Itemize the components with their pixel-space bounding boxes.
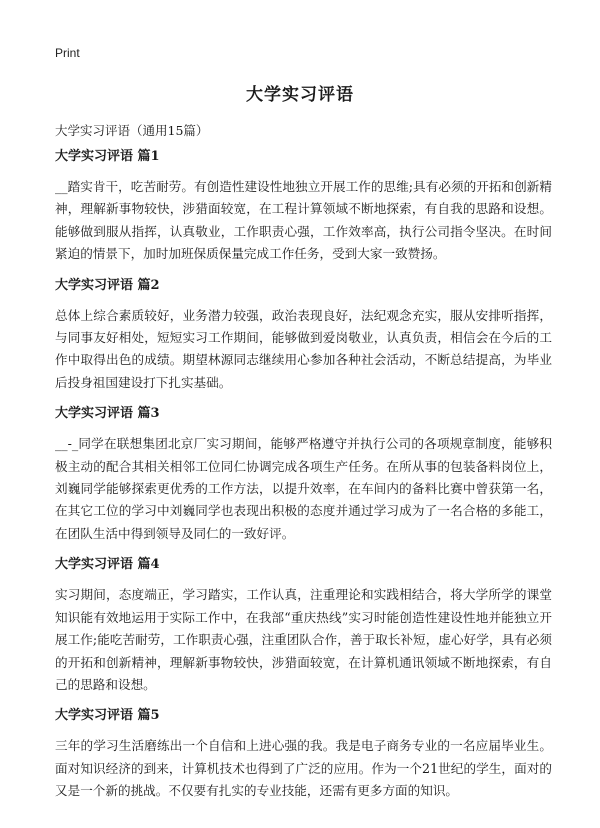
section-heading: 大学实习评语 篇2 [55, 277, 160, 293]
section-2 [55, 275, 552, 395]
document-title: 大学实习评语 [246, 85, 354, 105]
section-5 [55, 705, 552, 802]
section-heading: 大学实习评语 篇5 [55, 708, 160, 724]
section-body: __踏实肯干，吃苦耐劳。有创造性建设性地独立开展工作的思维;具有必须的开拓和创新精神，理解新事物较快，涉猎面较宽，在工程计算领域不断地探索，有自我的思路和设想。能够做到服从指挥，认真敬业，工作职责心强，工作效率高，执行公司指令坚决。在时间紧迫的情景下，加时加班保质保量完成工作任务，受到大家一致赞扬。 [55, 179, 552, 262]
section-body: 总体上综合素质较好，业务潜力较强，政治表现良好，法纪观念充实，服从安排听指挥，与同事友好相处，短短实习工作期间，能够做到爱岗敬业，认真负责，相信会在今后的工作中取得出色的成绩。期望林源同志继续用心参加各种社会活动，不断总结提高，为毕业后投身祖国建设打下扎实基础。 [55, 307, 552, 390]
document-subtitle: 大学实习评语（通用15篇） [55, 123, 209, 138]
section-body: __-_同学在联想集团北京厂实习期间，能够严格遵守并执行公司的各项规章制度，能够积极主动的配合其相关相邻工位同仁协调完成各项生产任务。在所从事的包装备料岗位上，刘巍同学能够探索更优秀的工作方法，以提升效率，在车间内的备料比赛中曾获第一名，在其它工位的学习中刘巍同学也表现出积极的态度并通过学习成为了一名合格的多能工，在团队生活中得到领导及同仁的一致好评。 [55, 436, 552, 541]
section-body: 三年的学习生活磨练出一个自信和上进心强的我。我是电子商务专业的一名应届毕业生。面对知识经济的到来，计算机技术也得到了广泛的应用。作为一个21世纪的学生，面对的又是一个新的挑战。不仅要有扎实的专业技能，还需有更多方面的知识。 [55, 738, 552, 799]
section-body: 实习期间，态度端正，学习踏实，工作认真，注重理论和实践相结合，将大学所学的课堂知识能有效地运用于实际工作中，在我部“重庆热线”实习时能创造性建设性地并能独立开展工作;能吃苦耐劳，工作职责心强，注重团队合作，善于取长补短，虚心好学，具有必须的开拓和创新精神，理解新事物较快，涉猎面较宽，在计算机通讯领域不断地探索，有自己的思路和设想。 [55, 587, 552, 692]
section-1 [55, 146, 552, 266]
section-3 [55, 403, 552, 545]
section-heading: 大学实习评语 篇1 [55, 149, 160, 164]
print-link[interactable]: Print [55, 46, 80, 60]
section-heading: 大学实习评语 篇4 [55, 557, 160, 573]
section-heading: 大学实习评语 篇3 [55, 406, 160, 422]
section-4 [55, 554, 552, 696]
document-content [55, 146, 552, 812]
